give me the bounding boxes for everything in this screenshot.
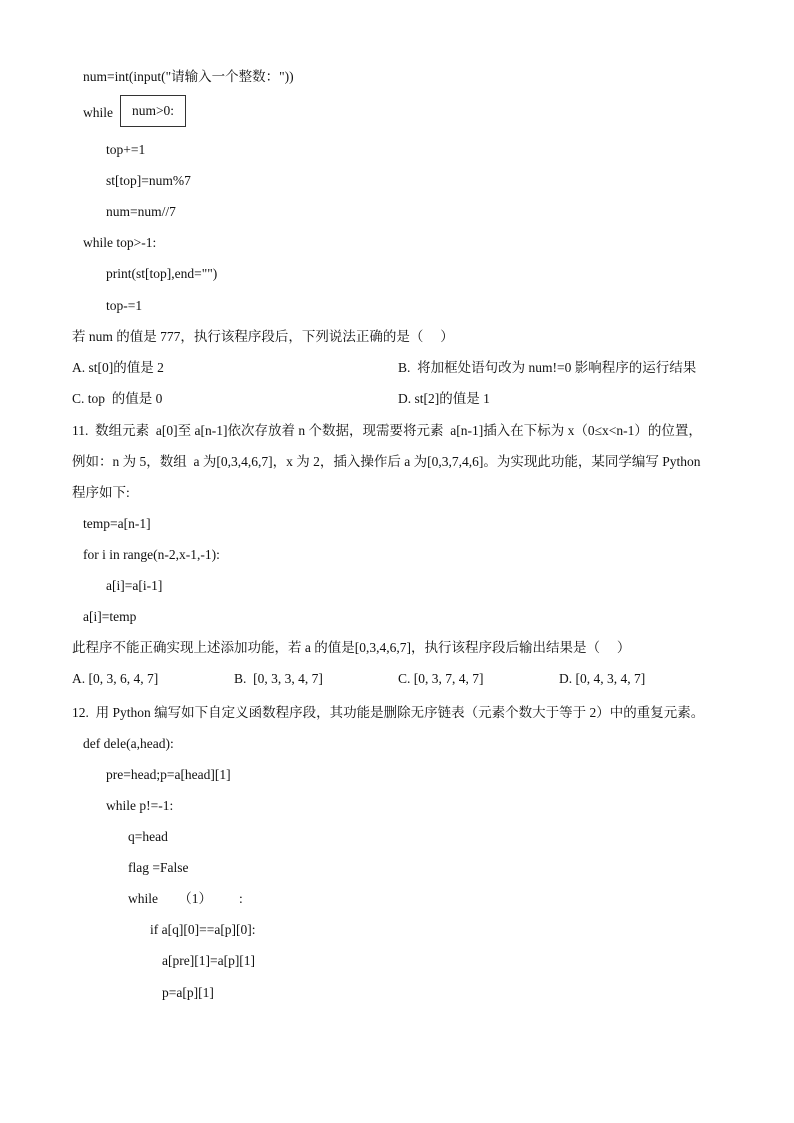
code-line: num=num//7 — [106, 204, 176, 219]
code-line: top-=1 — [106, 298, 143, 313]
option-c: C. top 的值是 0 — [72, 391, 163, 406]
question-10-stem: 若 num 的值是 777，执行该程序段后，下列说法正确的是（ ） — [72, 329, 454, 344]
code-line: top+=1 — [106, 142, 146, 157]
code-line: p=a[p][1] — [162, 985, 214, 1000]
code-line: num=int(input("请输入一个整数：")) — [83, 69, 294, 84]
code-line: a[i]=temp — [83, 609, 137, 624]
option-b: B. 将加框处语句改为 num!=0 影响程序的运行结果 — [398, 360, 697, 375]
option-c: C. [0, 3, 7, 4, 7] — [398, 671, 484, 686]
code-line: a[pre][1]=a[p][1] — [162, 953, 256, 968]
option-b: B. [0, 3, 3, 4, 7] — [234, 671, 323, 686]
code-line: st[top]=num%7 — [106, 173, 191, 188]
code-keyword-while: while — [83, 105, 113, 120]
code-line: while top>-1: — [83, 235, 157, 250]
question-11-stem: 例如：n 为 5，数组 a 为[0,3,4,6,7]，x 为 2，插入操作后 a 为[0,3,7,4,6]。为实现此功能，某同学编写 Python — [72, 454, 701, 469]
boxed-condition: num>0: — [120, 95, 186, 127]
code-line: a[i]=a[i-1] — [106, 578, 163, 593]
code-line: q=head — [128, 829, 168, 844]
code-line: while p!=-1: — [106, 798, 174, 813]
option-d: D. [0, 4, 3, 4, 7] — [559, 671, 646, 686]
code-line: def dele(a,head): — [83, 736, 174, 751]
code-line: temp=a[n-1] — [83, 516, 151, 531]
option-a: A. st[0]的值是 2 — [72, 360, 164, 375]
code-line: pre=head;p=a[head][1] — [106, 767, 231, 782]
code-line-blank: while （1） : — [128, 891, 243, 906]
question-11-stem: 程序如下: — [72, 485, 130, 500]
question-11-stem: 11. 数组元素 a[0]至 a[n-1]依次存放着 n 个数据，现需要将元素 a[n-1]插入在下标为 x（0≤x<n-1）的位置， — [72, 423, 702, 438]
question-11-question: 此程序不能正确实现上述添加功能，若 a 的值是[0,3,4,6,7]，执行该程序段后输出结果是（ ） — [72, 640, 631, 655]
code-line: if a[q][0]==a[p][0]: — [150, 922, 256, 937]
option-a: A. [0, 3, 6, 4, 7] — [72, 671, 159, 686]
code-line: flag =False — [128, 860, 189, 875]
code-line: print(st[top],end="") — [106, 266, 218, 281]
question-12-stem: 12. 用 Python 编写如下自定义函数程序段，其功能是删除无序链表（元素个数大于等于 2）中的重复元素。 — [72, 705, 705, 720]
code-line: for i in range(n-2,x-1,-1): — [83, 547, 220, 562]
option-d: D. st[2]的值是 1 — [398, 391, 490, 406]
